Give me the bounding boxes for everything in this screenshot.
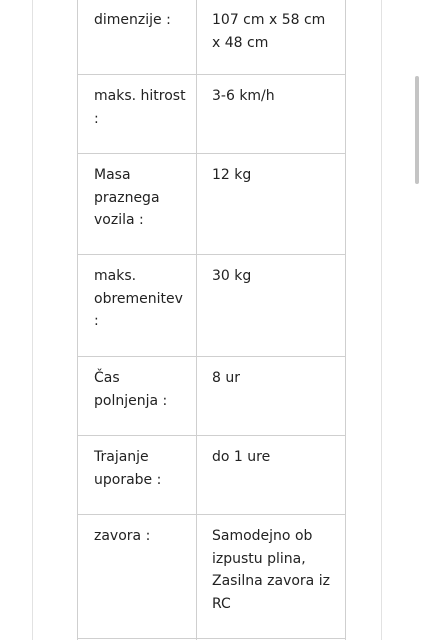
spec-value-max-speed: 3-6 km/h	[197, 75, 346, 154]
spec-value-usage-duration: do 1 ure	[197, 436, 346, 515]
spec-label-max-load: maks. obremenitev :	[78, 255, 197, 357]
spec-value-brake: Samodejno ob izpustu plina, Zasilna zavora iz RC	[197, 515, 346, 639]
spec-label-dimensions: dimenzije :	[78, 0, 197, 75]
spec-label-usage-duration: Trajanje uporabe :	[78, 436, 197, 515]
spec-value-max-load: 30 kg	[197, 255, 346, 357]
specifications-table	[77, 0, 346, 640]
table-row	[78, 75, 346, 154]
spec-value-empty-weight: 12 kg	[197, 154, 346, 255]
page-frame-right-border	[381, 0, 382, 640]
spec-label-max-speed: maks. hitrost :	[78, 75, 197, 154]
table-row	[78, 154, 346, 255]
table-row	[78, 436, 346, 515]
table-row	[78, 357, 346, 436]
scrollbar-thumb[interactable]	[415, 76, 419, 184]
spec-label-empty-weight: Masa praznega vozila :	[78, 154, 197, 255]
spec-value-dimensions: 107 cm x 58 cm x 48 cm	[197, 0, 346, 75]
spec-label-brake: zavora :	[78, 515, 197, 639]
table-row	[78, 0, 346, 75]
table-row	[78, 255, 346, 357]
spec-label-charging-time: Čas polnjenja :	[78, 357, 197, 436]
spec-value-charging-time: 8 ur	[197, 357, 346, 436]
table-row	[78, 515, 346, 639]
page-frame-left-border	[32, 0, 33, 640]
